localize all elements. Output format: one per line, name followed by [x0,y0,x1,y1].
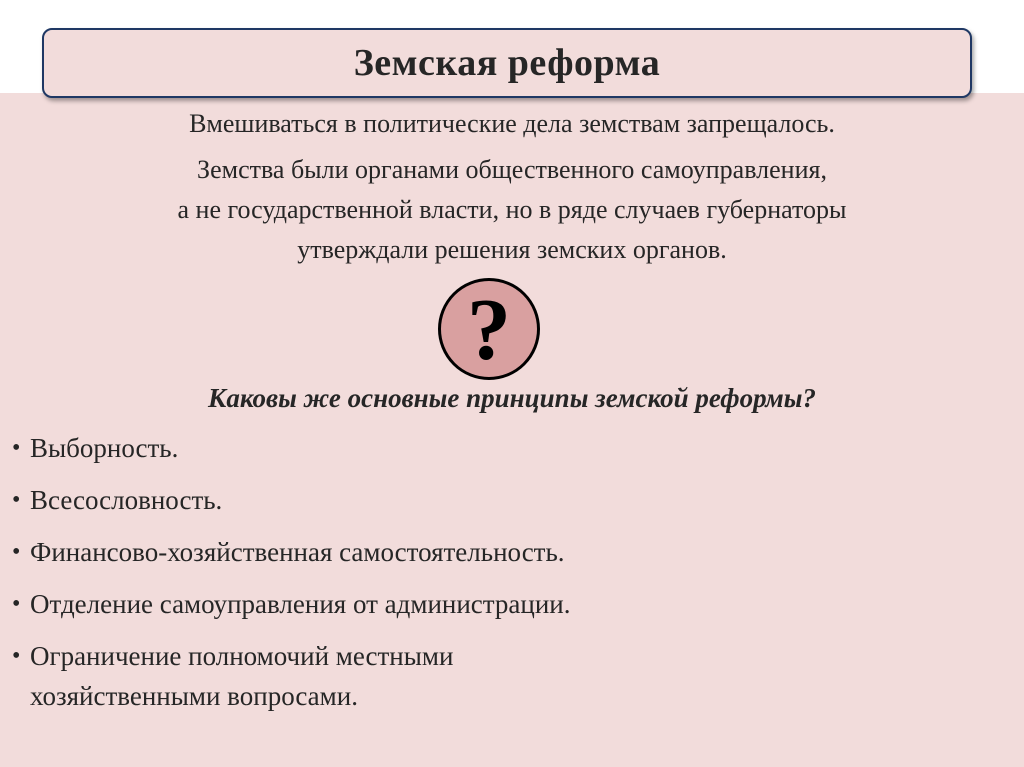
principles-question: Каковы же основные принципы земской реформы? [208,383,816,413]
list-item [12,532,1002,572]
principles-list [12,428,1002,728]
intro-paragraph-1 [30,104,994,144]
bullet-icon: • [12,539,21,565]
list-item [12,636,1002,716]
principle-text: Выборность. [30,433,179,463]
list-item [12,428,1002,468]
title-box [42,28,972,98]
bullet-icon: • [12,643,21,669]
bullet-icon: • [12,591,21,617]
list-item [12,480,1002,520]
intro-paragraph-2 [30,150,994,270]
intro-line-1: Вмешиваться в политические дела земствам запрещалось. [189,109,835,138]
question-mark-glyph: ? [467,282,511,379]
page-title: Земская реформа [353,42,661,84]
bullet-icon: • [12,487,21,513]
intro-line-2b: а не государственной власти, но в ряде случаев губернаторы [177,195,847,224]
question-mark-icon [438,278,540,380]
intro-line-2c: утверждали решения земских органов. [297,235,727,264]
intro-line-2a: Земства были органами общественного самоуправления, [197,155,827,184]
principle-text: Всесословность. [30,485,223,515]
bullet-icon: • [12,435,21,461]
principle-text: Финансово-хозяйственная самостоятельность. [30,537,565,567]
list-item [12,584,1002,624]
principle-text: Ограничение полномочий местными хозяйственными вопросами. [30,641,454,711]
principle-text: Отделение самоуправления от администрации. [30,589,571,619]
